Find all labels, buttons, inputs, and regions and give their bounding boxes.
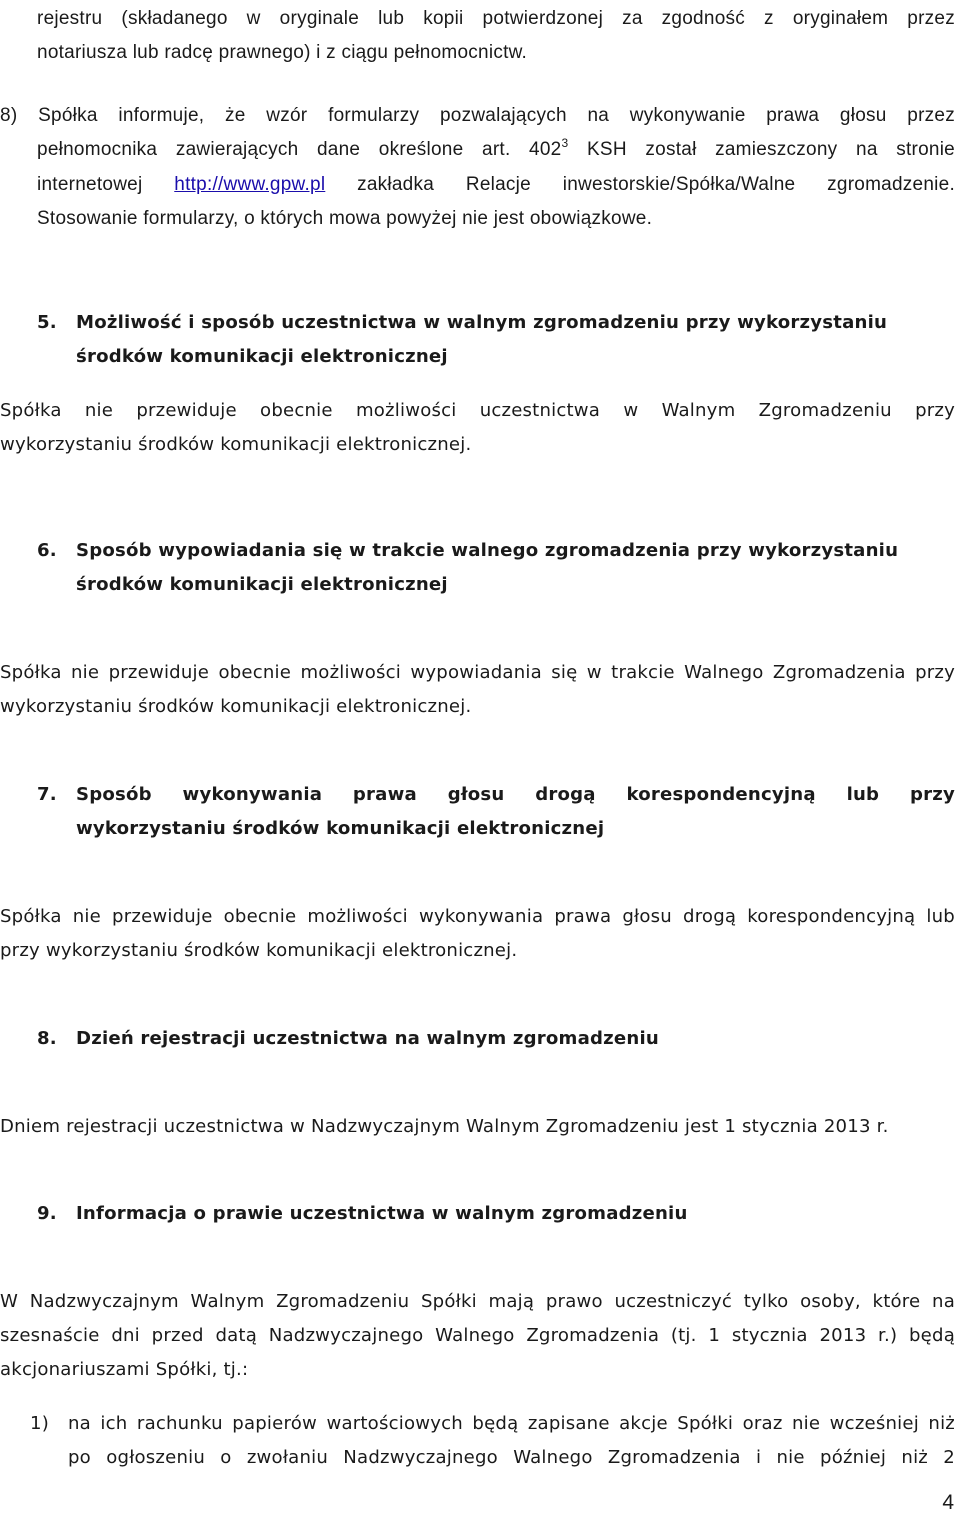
- text-line: notariusza lub radcę prawnego) i z ciągu pełnomocnictw.: [37, 42, 528, 63]
- section-7-body: [0, 900, 955, 968]
- heading-line: Sposób wykonywania prawa głosu drogą korespondencyjną lub przy: [76, 784, 955, 805]
- text-line: akcjonariuszami Spółki, tj.:: [0, 1359, 249, 1380]
- text-line: wykorzystaniu środków komunikacji elektronicznej.: [0, 434, 472, 455]
- text-line: przy wykorzystaniu środków komunikacji elektronicznej.: [0, 940, 518, 961]
- list-line: po ogłoszeniu o zwołaniu Nadzwyczajnego Walnego Zgromadzenia i nie później niż 2: [68, 1447, 955, 1468]
- heading-line: wykorzystaniu środków komunikacji elektronicznej: [76, 818, 605, 839]
- text-line: [37, 168, 955, 202]
- section-6-heading: [0, 534, 955, 602]
- text-fragment: zakładka Relacje inwestorskie/Spółka/Walne zgromadzenie.: [325, 174, 956, 195]
- gpw-link[interactable]: http://www.gpw.pl: [174, 174, 326, 195]
- list-line: na ich rachunku papierów wartościowych będą zapisane akcje Spółki oraz nie wcześniej niż: [68, 1413, 955, 1434]
- page-number: 4: [942, 1491, 954, 1514]
- item-8-paragraph: [0, 99, 955, 236]
- section-number: 6.: [37, 540, 57, 561]
- text-line: Spółka nie przewiduje obecnie możliwości wykonywania prawa głosu drogą korespondencyjną lub: [0, 906, 955, 927]
- text-line: szesnaście dni przed datą Nadzwyczajnego Walnego Zgromadzenia (tj. 1 stycznia 2013 r.) będą: [0, 1325, 955, 1346]
- section-9-body: [0, 1285, 955, 1387]
- text-fragment: internetowej: [37, 174, 175, 195]
- section-number: 5.: [37, 312, 57, 333]
- text-line: 8) Spółka informuje, że wzór formularzy pozwalających na wykonywanie prawa głosu przez: [0, 105, 955, 126]
- section-number: 7.: [37, 784, 57, 805]
- heading-line: środków komunikacji elektronicznej: [76, 574, 448, 595]
- heading-line: Dzień rejestracji uczestnictwa na walnym zgromadzeniu: [76, 1028, 659, 1049]
- section-number: 8.: [37, 1028, 57, 1049]
- section-7-heading: [0, 778, 955, 846]
- section-8-body: [0, 1110, 955, 1144]
- text-line: Spółka nie przewiduje obecnie możliwości wypowiadania się w trakcie Walnego Zgromadzenia przy: [0, 662, 955, 683]
- section-5-body: [0, 394, 955, 462]
- section-8-heading: [0, 1022, 955, 1056]
- section-number: 9.: [37, 1203, 57, 1224]
- section-9-list-item: [0, 1407, 955, 1475]
- list-number: 1): [30, 1413, 49, 1434]
- section-9-heading: [0, 1197, 955, 1231]
- heading-line: Sposób wypowiadania się w trakcie walnego zgromadzenia przy wykorzystaniu: [76, 540, 899, 561]
- text-line: W Nadzwyczajnym Walnym Zgromadzeniu Spółki mają prawo uczestniczyć tylko osoby, które na: [0, 1291, 955, 1312]
- text-line: [37, 133, 955, 168]
- superscript: 3: [561, 136, 569, 150]
- text-line: rejestru (składanego w oryginale lub kopii potwierdzonej za zgodność z oryginałem przez: [37, 8, 955, 29]
- heading-line: Możliwość i sposób uczestnictwa w walnym zgromadzeniu przy wykorzystaniu: [76, 312, 888, 333]
- section-6-body: [0, 656, 955, 724]
- text-line: Stosowanie formularzy, o których mowa powyżej nie jest obowiązkowe.: [37, 208, 653, 229]
- heading-line: środków komunikacji elektronicznej: [76, 346, 448, 367]
- text-line: Spółka nie przewiduje obecnie możliwości uczestnictwa w Walnym Zgromadzeniu przy: [0, 400, 955, 421]
- text-line: wykorzystaniu środków komunikacji elektronicznej.: [0, 696, 472, 717]
- section-5-heading: [0, 306, 955, 374]
- continuation-paragraph: [37, 2, 955, 70]
- text-line: Dniem rejestracji uczestnictwa w Nadzwyczajnym Walnym Zgromadzeniu jest 1 stycznia 2013 r.: [0, 1116, 889, 1137]
- heading-line: Informacja o prawie uczestnictwa w walnym zgromadzeniu: [76, 1203, 688, 1224]
- text-fragment: pełnomocnika zawierających dane określone art. 402: [37, 139, 562, 160]
- text-fragment: KSH został zamieszczony na stronie: [568, 139, 955, 160]
